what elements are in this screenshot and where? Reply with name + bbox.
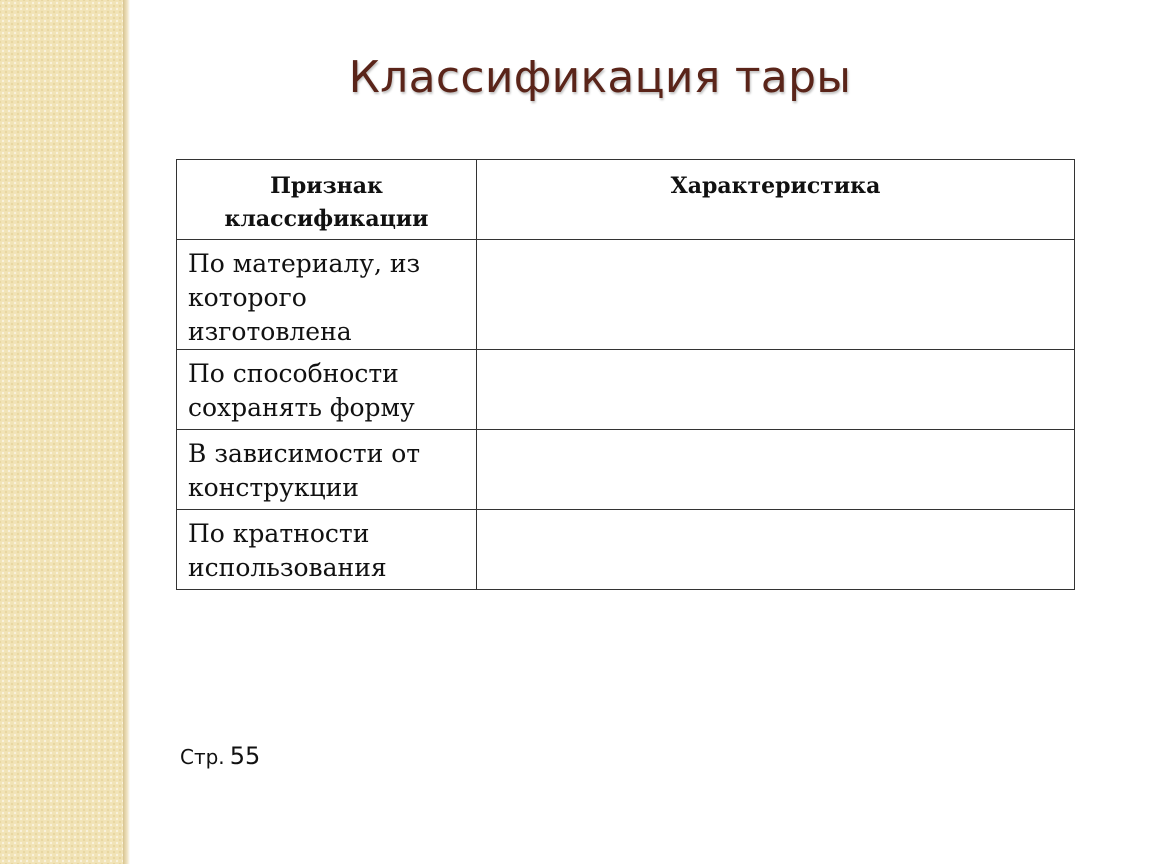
characteristic-cell xyxy=(477,430,1075,510)
criterion-cell: По материалу, из которого изготовлена xyxy=(177,240,477,350)
header-characteristic: Характеристика xyxy=(477,160,1075,240)
characteristic-cell xyxy=(477,240,1075,350)
page-reference xyxy=(180,742,260,770)
side-band-shadow xyxy=(123,0,130,864)
header-criterion: Признак классификации xyxy=(177,160,477,240)
decorative-side-band xyxy=(0,0,123,864)
table-row xyxy=(177,430,1075,510)
page-label: Стр. xyxy=(180,745,225,769)
criterion-cell: По способности сохранять форму xyxy=(177,350,477,430)
criterion-cell: В зависимости от конструкции xyxy=(177,430,477,510)
table-header-row xyxy=(177,160,1075,240)
page-number: 55 xyxy=(229,742,261,770)
classification-table xyxy=(176,159,1075,590)
criterion-cell: По кратности использования xyxy=(177,510,477,590)
slide-title: Классификация тары xyxy=(348,52,852,103)
table-row xyxy=(177,510,1075,590)
characteristic-cell xyxy=(477,350,1075,430)
table-row xyxy=(177,350,1075,430)
table-row xyxy=(177,240,1075,350)
characteristic-cell xyxy=(477,510,1075,590)
